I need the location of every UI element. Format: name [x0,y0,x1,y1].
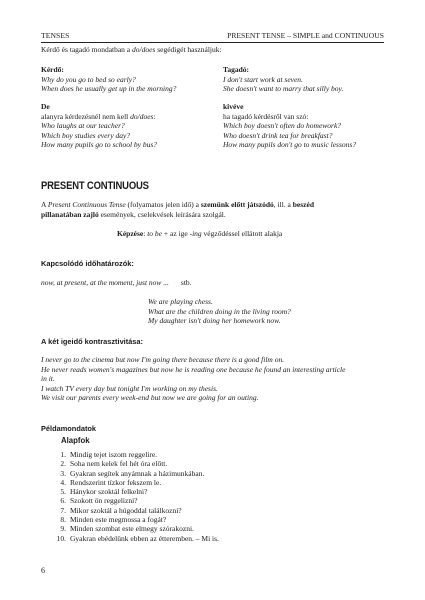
list-item-number: 3. [60,468,66,478]
example-sentence: We visit our parents every week-end but now we are going for an outing. [41,393,259,403]
question-form-block [41,65,176,94]
negative-heading: Tagadó: [223,65,249,74]
example-sentence: I don't start work at seven. [223,74,303,84]
question-heading: Kérdő: [41,65,64,74]
list-item [52,487,219,496]
example-sentence: We are playing chess. [148,297,213,306]
example-sentence: Who laughs at our teacher? [41,121,125,131]
list-item [52,534,219,543]
list-item-text: Szokott ön reggelizni? [70,496,138,506]
list-item [52,506,219,515]
exception-block [223,102,356,150]
list-item [52,459,219,468]
exception-heading: kivéve [223,102,244,111]
page-number: 6 [41,566,45,575]
list-item-text: Gyakran segítek anyámnak a házimunkában. [70,468,205,478]
list-item-text: Minden este megmossa a fogát? [70,515,167,525]
examples-subheading: Alapfok [61,436,90,445]
list-item [52,515,219,524]
subject-question-block [41,102,157,150]
list-item [52,450,219,459]
contrast-examples [41,355,345,403]
list-item-text: Gyakran ebédelünk ebben az étteremben. – Mi is. [70,533,219,543]
intro-line: Kérdő és tagadó mondatban a do/does segédigét használjuk: [41,45,222,54]
subject-question-rule: alanyra kérdezésnél nem kell do/does: [41,111,156,121]
example-list [52,450,219,543]
example-sentence: My daughter isn't doing her homework now. [148,316,281,326]
header-right: PRESENT TENSE – SIMPLE and CONTINUOUS [227,31,384,40]
list-item-text: Rendszerint tízkor fekszem le. [70,477,162,487]
list-item-text: Minden szombat este elmegy szórakozni. [70,524,194,534]
list-item-text: Hánykor szoktál felkelni? [70,487,148,497]
list-item-number: 10. [56,533,66,543]
running-header [41,31,384,43]
definition-paragraph: A Present Continuous Tense (folyamatos jelen idő) a szemünk előtt játszódó, ill. a beszéd pillanatában zajló események, cselekvések leírására szolgál. [41,200,314,219]
formation-rule: Képzése: to be + az ige -ing végződéssel ellátott alakja [117,229,283,238]
continuous-examples [148,297,291,326]
header-left: TENSES [41,31,70,40]
examples-heading: Példamondatok [41,424,97,433]
example-sentence: in it. [41,374,55,384]
list-item-text: Soha nem kelek fel hét óra előtt. [70,459,168,469]
list-item-number: 8. [60,515,66,525]
exception-rule: ha tagadó kérdésről van szó: [223,111,309,121]
example-sentence: Which boy doesn't often do homework? [223,121,342,131]
example-sentence: She doesn't want to marry that silly boy. [223,84,344,94]
section-title: PRESENT CONTINUOUS [41,180,149,192]
example-sentence: He never reads women's magazines but now he is reading one because he found an interesting article [41,364,346,374]
time-expressions-line: now, at present, at the moment, just now ... stb. [41,278,192,287]
list-item [52,524,219,533]
list-item-text: Mindig tejet iszom reggelire. [70,450,158,459]
example-sentence: How many pupils don't go to music lessons? [223,140,357,150]
list-item-number: 1. [60,450,66,459]
example-sentence: How many pupils go to school by bus? [41,140,158,150]
list-item [52,469,219,478]
example-sentence: What are the children doing in the living room? [148,306,291,316]
list-item-number: 4. [60,477,66,487]
list-item-number: 2. [60,459,66,469]
negative-form-block [223,65,343,94]
but-heading: De [41,102,50,111]
time-expressions-heading: Kapcsolódó időhatározók: [41,259,134,268]
list-item-number: 7. [60,505,66,515]
example-sentence: Which boy studies every day? [41,130,131,140]
example-sentence: I watch TV every day but tonight I'm working on my thesis. [41,383,218,393]
list-item-text: Mikor szoktál a húgoddal találkozni? [70,505,182,515]
list-item [52,478,219,487]
example-sentence: I never go to the cinema but now I'm going there because there is a good film on. [41,355,285,364]
example-sentence: Who doesn't drink tea for breakfast? [223,130,333,140]
example-sentence: When does he usually get up in the morning? [41,84,177,94]
list-item [52,496,219,505]
list-item-number: 5. [60,487,66,497]
example-sentence: Why do you go to bed so early? [41,74,136,84]
contrast-heading: A két igeidő kontrasztivitása: [41,337,143,346]
list-item-number: 9. [60,524,66,534]
list-item-number: 6. [60,496,66,506]
